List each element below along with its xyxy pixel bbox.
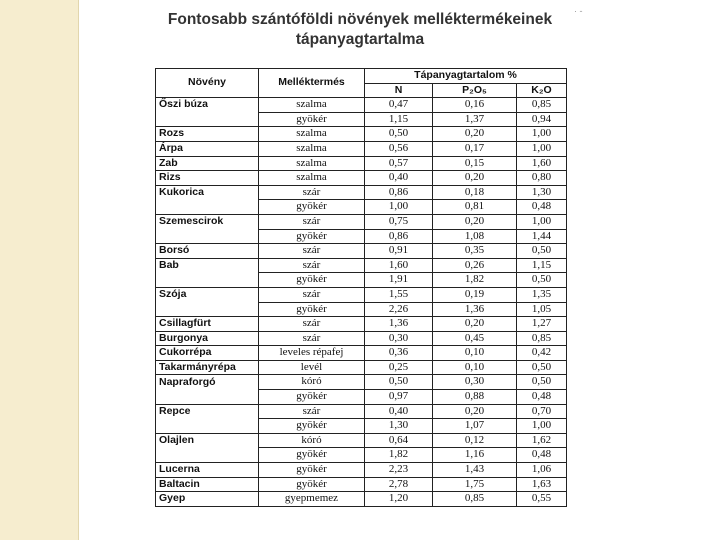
p2o5-value-cell: 1,37 (433, 112, 517, 127)
p2o5-value-cell: 0,81 (433, 200, 517, 215)
k2o-value-cell: 0,42 (517, 346, 567, 361)
byproduct-cell: gyökér (259, 477, 365, 492)
k2o-value-cell: 1,62 (517, 433, 567, 448)
byproduct-cell: gyökér (259, 463, 365, 478)
plant-cell (156, 200, 259, 215)
plant-cell: Repce (156, 404, 259, 419)
k2o-value-cell: 1,06 (517, 463, 567, 478)
header-byproduct: Melléktermés (259, 69, 365, 98)
corner-mark: · - (574, 6, 583, 16)
plant-cell (156, 448, 259, 463)
k2o-value-cell: 0,50 (517, 375, 567, 390)
p2o5-value-cell: 1,75 (433, 477, 517, 492)
table-row (156, 214, 567, 229)
plant-cell: Lucerna (156, 463, 259, 478)
table-row (156, 244, 567, 259)
byproduct-cell: szár (259, 244, 365, 259)
n-value-cell: 1,00 (365, 200, 433, 215)
n-value-cell: 2,23 (365, 463, 433, 478)
table-row (156, 127, 567, 142)
n-value-cell: 0,40 (365, 404, 433, 419)
table-row (156, 156, 567, 171)
byproduct-cell: gyökér (259, 273, 365, 288)
p2o5-value-cell: 0,18 (433, 185, 517, 200)
n-value-cell: 1,82 (365, 448, 433, 463)
k2o-value-cell: 0,50 (517, 273, 567, 288)
plant-cell: Takarmányrépa (156, 360, 259, 375)
n-value-cell: 0,25 (365, 360, 433, 375)
p2o5-value-cell: 0,20 (433, 214, 517, 229)
table-row (156, 171, 567, 186)
byproduct-cell: szár (259, 214, 365, 229)
n-value-cell: 0,50 (365, 127, 433, 142)
k2o-value-cell: 0,80 (517, 171, 567, 186)
header-k2o: K₂O (517, 83, 567, 98)
table-row (156, 448, 567, 463)
plant-cell: Napraforgó (156, 375, 259, 390)
table-row (156, 477, 567, 492)
k2o-value-cell: 1,00 (517, 141, 567, 156)
k2o-value-cell: 1,35 (517, 287, 567, 302)
plant-cell: Csillagfürt (156, 317, 259, 332)
table-row (156, 463, 567, 478)
byproduct-cell: gyökér (259, 229, 365, 244)
n-value-cell: 1,15 (365, 112, 433, 127)
k2o-value-cell: 1,00 (517, 127, 567, 142)
table-row (156, 98, 567, 113)
title-line-2: tápanyagtartalma (295, 31, 425, 48)
table-row (156, 273, 567, 288)
byproduct-cell: gyökér (259, 302, 365, 317)
byproduct-cell: levél (259, 360, 365, 375)
n-value-cell: 1,91 (365, 273, 433, 288)
plant-cell: Borsó (156, 244, 259, 259)
n-value-cell: 0,56 (365, 141, 433, 156)
p2o5-value-cell: 1,82 (433, 273, 517, 288)
table-row (156, 287, 567, 302)
slide-sidebar-panel (0, 0, 79, 540)
k2o-value-cell: 1,60 (517, 156, 567, 171)
table-row (156, 200, 567, 215)
byproduct-cell: szalma (259, 141, 365, 156)
n-value-cell: 0,36 (365, 346, 433, 361)
plant-cell (156, 390, 259, 405)
k2o-value-cell: 1,27 (517, 317, 567, 332)
plant-cell: Bab (156, 258, 259, 273)
p2o5-value-cell: 0,20 (433, 317, 517, 332)
byproduct-cell: leveles répafej (259, 346, 365, 361)
p2o5-value-cell: 0,85 (433, 492, 517, 507)
n-value-cell: 1,55 (365, 287, 433, 302)
table-body (156, 98, 567, 507)
plant-cell (156, 273, 259, 288)
p2o5-value-cell: 0,10 (433, 346, 517, 361)
p2o5-value-cell: 0,15 (433, 156, 517, 171)
plant-cell: Baltacin (156, 477, 259, 492)
p2o5-value-cell: 0,20 (433, 404, 517, 419)
plant-cell: Zab (156, 156, 259, 171)
p2o5-value-cell: 0,20 (433, 171, 517, 186)
n-value-cell: 2,78 (365, 477, 433, 492)
byproduct-cell: kóró (259, 433, 365, 448)
n-value-cell: 0,86 (365, 229, 433, 244)
table-row (156, 229, 567, 244)
k2o-value-cell: 1,15 (517, 258, 567, 273)
nutrient-table (155, 68, 567, 507)
k2o-value-cell: 1,00 (517, 214, 567, 229)
k2o-value-cell: 0,85 (517, 98, 567, 113)
header-n: N (365, 83, 433, 98)
header-p2o5: P₂O₅ (433, 83, 517, 98)
n-value-cell: 1,20 (365, 492, 433, 507)
n-value-cell: 0,86 (365, 185, 433, 200)
table-row (156, 258, 567, 273)
byproduct-cell: gyökér (259, 112, 365, 127)
n-value-cell: 1,60 (365, 258, 433, 273)
n-value-cell: 0,30 (365, 331, 433, 346)
n-value-cell: 1,30 (365, 419, 433, 434)
n-value-cell: 2,26 (365, 302, 433, 317)
p2o5-value-cell: 1,08 (433, 229, 517, 244)
byproduct-cell: szár (259, 258, 365, 273)
k2o-value-cell: 1,05 (517, 302, 567, 317)
table-row (156, 433, 567, 448)
plant-cell: Őszi búza (156, 98, 259, 113)
byproduct-cell: szár (259, 287, 365, 302)
byproduct-cell: szalma (259, 156, 365, 171)
n-value-cell: 0,64 (365, 433, 433, 448)
byproduct-cell: szár (259, 185, 365, 200)
n-value-cell: 0,50 (365, 375, 433, 390)
plant-cell: Szemescirok (156, 214, 259, 229)
n-value-cell: 0,40 (365, 171, 433, 186)
plant-cell: Kukorica (156, 185, 259, 200)
k2o-value-cell: 0,94 (517, 112, 567, 127)
p2o5-value-cell: 1,36 (433, 302, 517, 317)
k2o-value-cell: 1,00 (517, 419, 567, 434)
byproduct-cell: szár (259, 404, 365, 419)
header-plant: Növény (156, 69, 259, 98)
p2o5-value-cell: 0,35 (433, 244, 517, 259)
byproduct-cell: gyökér (259, 390, 365, 405)
p2o5-value-cell: 1,07 (433, 419, 517, 434)
header-nutrient: Tápanyagtartalom % (365, 69, 567, 84)
byproduct-cell: szár (259, 331, 365, 346)
p2o5-value-cell: 0,12 (433, 433, 517, 448)
plant-cell (156, 229, 259, 244)
p2o5-value-cell: 0,17 (433, 141, 517, 156)
byproduct-cell: szalma (259, 98, 365, 113)
plant-cell (156, 419, 259, 434)
page-title (160, 10, 560, 50)
p2o5-value-cell: 0,16 (433, 98, 517, 113)
p2o5-value-cell: 1,43 (433, 463, 517, 478)
k2o-value-cell: 1,63 (517, 477, 567, 492)
plant-cell: Gyep (156, 492, 259, 507)
table-row (156, 302, 567, 317)
table-row (156, 404, 567, 419)
k2o-value-cell: 0,48 (517, 200, 567, 215)
p2o5-value-cell: 1,16 (433, 448, 517, 463)
table-row (156, 390, 567, 405)
table-row (156, 185, 567, 200)
p2o5-value-cell: 0,45 (433, 331, 517, 346)
byproduct-cell: gyepmemez (259, 492, 365, 507)
table-row (156, 331, 567, 346)
byproduct-cell: szár (259, 317, 365, 332)
table-row (156, 375, 567, 390)
byproduct-cell: gyökér (259, 200, 365, 215)
n-value-cell: 0,47 (365, 98, 433, 113)
byproduct-cell: szalma (259, 171, 365, 186)
k2o-value-cell: 0,55 (517, 492, 567, 507)
plant-cell: Olajlen (156, 433, 259, 448)
n-value-cell: 0,97 (365, 390, 433, 405)
byproduct-cell: gyökér (259, 448, 365, 463)
p2o5-value-cell: 0,10 (433, 360, 517, 375)
plant-cell (156, 112, 259, 127)
byproduct-cell: gyökér (259, 419, 365, 434)
byproduct-cell: szalma (259, 127, 365, 142)
p2o5-value-cell: 0,19 (433, 287, 517, 302)
plant-cell (156, 302, 259, 317)
plant-cell: Cukorrépa (156, 346, 259, 361)
table-row (156, 492, 567, 507)
k2o-value-cell: 0,50 (517, 360, 567, 375)
p2o5-value-cell: 0,20 (433, 127, 517, 142)
k2o-value-cell: 1,30 (517, 185, 567, 200)
plant-cell: Rizs (156, 171, 259, 186)
plant-cell: Burgonya (156, 331, 259, 346)
k2o-value-cell: 0,50 (517, 244, 567, 259)
k2o-value-cell: 0,85 (517, 331, 567, 346)
table-row (156, 112, 567, 127)
plant-cell: Szója (156, 287, 259, 302)
k2o-value-cell: 0,48 (517, 448, 567, 463)
n-value-cell: 1,36 (365, 317, 433, 332)
k2o-value-cell: 0,48 (517, 390, 567, 405)
n-value-cell: 0,91 (365, 244, 433, 259)
plant-cell: Rozs (156, 127, 259, 142)
k2o-value-cell: 1,44 (517, 229, 567, 244)
n-value-cell: 0,75 (365, 214, 433, 229)
plant-cell: Árpa (156, 141, 259, 156)
n-value-cell: 0,57 (365, 156, 433, 171)
p2o5-value-cell: 0,30 (433, 375, 517, 390)
p2o5-value-cell: 0,88 (433, 390, 517, 405)
table-row (156, 317, 567, 332)
p2o5-value-cell: 0,26 (433, 258, 517, 273)
table-row (156, 419, 567, 434)
table-row (156, 360, 567, 375)
byproduct-cell: kóró (259, 375, 365, 390)
table-row (156, 141, 567, 156)
table-row (156, 346, 567, 361)
title-line-1: Fontosabb szántóföldi növények melléktermékeinek (167, 11, 553, 28)
k2o-value-cell: 0,70 (517, 404, 567, 419)
